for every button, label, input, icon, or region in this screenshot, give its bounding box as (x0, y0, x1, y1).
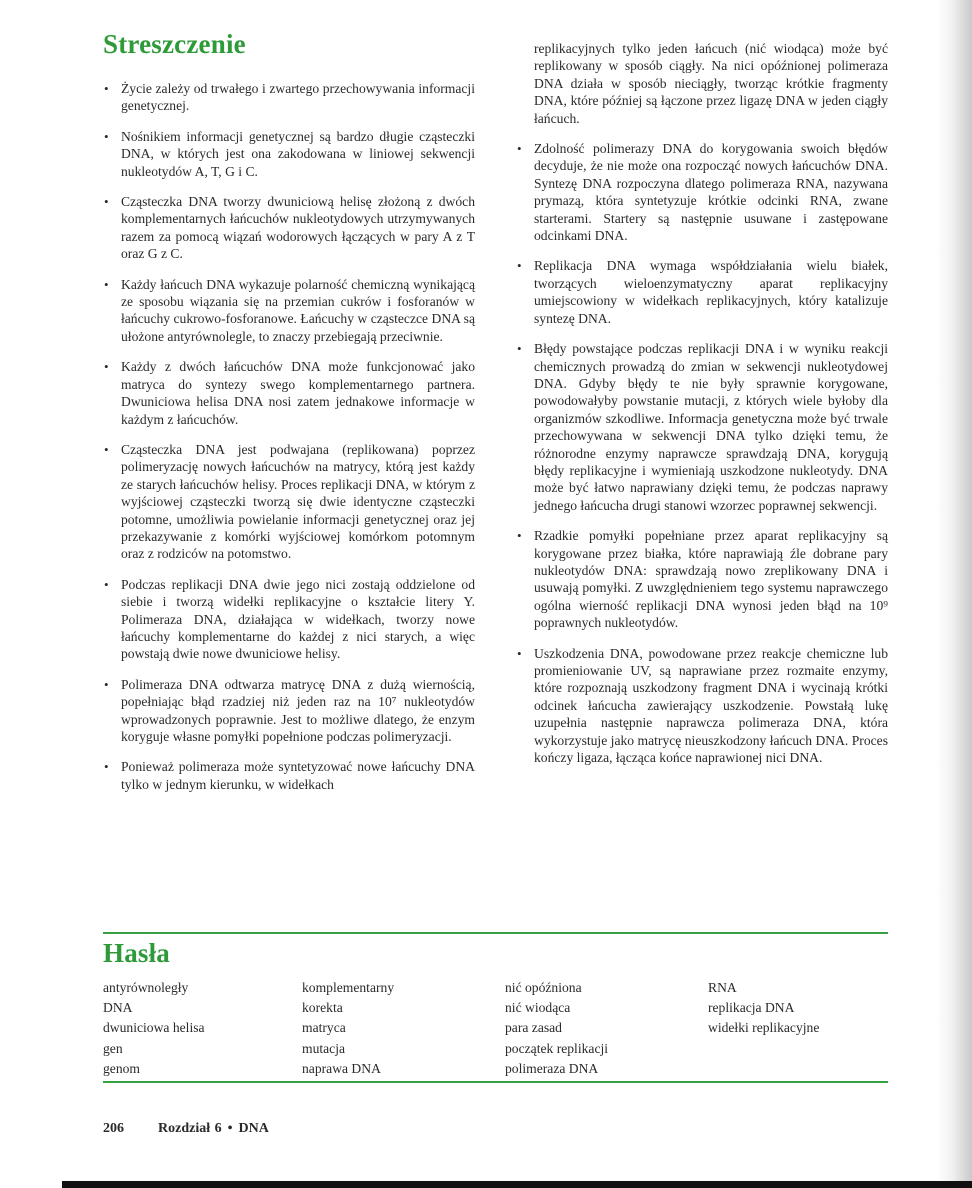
keyword: para zasad (505, 1020, 562, 1036)
keywords-column-3 (505, 978, 608, 1079)
keyword: komplementarny (302, 980, 395, 995)
summary-bullet: • Replikacja DNA wymaga współdziałania wielu białek, tworzących wieloenzymatyczny aparat replikacyjny umiejscowiony w widełkach replikacyjnych, który katalizuje syntezę DNA. (516, 257, 888, 327)
chapter-label: Rozdział 6 (158, 1121, 222, 1136)
summary-bullet: • Polimeraza DNA odtwarza matrycę DNA z dużą wiernością, popełniając błąd rzadziej niż jeden raz na 10⁷ nukleotydów wprowadzonych poprawnie. Jest to możliwe dlatego, że enzym koryguje własne pomyłki popełnione podczas polimeryzacji. (103, 676, 475, 746)
keyword: dwuniciowa helisa (103, 1020, 205, 1036)
keyword: RNA (708, 980, 737, 995)
keywords-column-2 (302, 978, 394, 1079)
section-divider-bottom (103, 1081, 888, 1083)
summary-bullet: • Rzadkie pomyłki popełniane przez aparat replikacyjny są korygowane przez białka, które naprawiają źle dobrane pary nukleotydów DNA: sprawdzają nowo zreplikowany DNA i usuwają pomyłki. Z uwzględnieniem tego systemu naprawczego ogólna wierność replikacji DNA wynosi jeden błąd na 10⁹ poprawnych nukleotydów. (516, 527, 888, 631)
scan-page-edge (936, 0, 972, 1188)
keyword: polimeraza DNA (505, 1060, 599, 1076)
summary-bullet: • Życie zależy od trwałego i zwartego przechowywania informacji genetycznej. (103, 80, 475, 115)
keyword: replikacja DNA (708, 1000, 795, 1016)
keyword: nić opóźniona (505, 980, 582, 995)
chapter-topic: DNA (238, 1121, 269, 1136)
keyword: naprawa DNA (302, 1060, 381, 1076)
summary-left-column (103, 80, 475, 806)
keywords-column-1 (103, 978, 205, 1079)
keyword: początek replikacji (505, 1040, 609, 1056)
summary-bullet: • Cząsteczka DNA tworzy dwuniciową helisę złożoną z dwóch komplementarnych łańcuchów nukleotydowych utrzymywanych razem za pomocą wiązań wodorowych łączących w pary A z T oraz G z C. (103, 193, 475, 263)
page-number: 206 (103, 1121, 124, 1136)
summary-bullet: • Uszkodzenia DNA, powodowane przez reakcje chemiczne lub promieniowanie UV, są naprawiane przez rozmaite enzymy, które rozpoznają uszkodzony fragment DNA i wycinają krótki odcinek łańcucha zawierający uszkodzenie. Powstałą lukę uzupełnia następnie naprawcza polimeraza DNA, która wykorzystuje jako matrycę nieuszkodzony łańcuch DNA. Proces kończy ligaza, łącząca końce naprawionej nici DNA. (516, 645, 888, 767)
keyword: mutacja (302, 1040, 346, 1056)
keyword: nić wiodąca (505, 1000, 571, 1016)
keywords-column-4 (708, 978, 819, 1039)
summary-bullet: • Cząsteczka DNA jest podwajana (replikowana) poprzez polimeryzację nowych łańcuchów na matrycy, którą jest każdy ze starych łańcuchów helisy. Proces replikacji DNA, w którym z wyjściowej cząsteczki tworzą się dwie identyczne cząsteczki potomne, umożliwia powielanie informacji genetycznej oraz jej przekazywanie z komórki wyjściowej komórkom potomnym oraz z rodziców na potomstwo. (103, 441, 475, 563)
summary-bullet: • Każdy łańcuch DNA wykazuje polarność chemiczną wynikającą ze sposobu wiązania się na przemian cukrów i fosforanów w łańcuchy cukrowo-fosforanowe. Łańcuchy w cząsteczce DNA są ułożone antyrównolegle, to znaczy przebiegają przeciwnie. (103, 276, 475, 346)
keyword: matryca (302, 1020, 346, 1036)
keyword: korekta (302, 1000, 343, 1016)
summary-bullet: • Nośnikiem informacji genetycznej są bardzo długie cząsteczki DNA, w których jest ona zakodowana w liniowej sekwencji nukleotydów A, T, G i C. (103, 128, 475, 180)
summary-bullet: • Podczas replikacji DNA dwie jego nici zostają oddzielone od siebie i tworzą widełki replikacyjne o kształcie litery Y. Polimeraza DNA, działająca w widełkach, tworzy nowe łańcuchy komplementarne do każdej z nici starych, a więc powstają dwie nowe dwuniciowe helisy. (103, 576, 475, 663)
summary-heading: Streszczenie (103, 29, 246, 59)
keywords-heading: Hasła (103, 938, 171, 968)
summary-bullet: • Ponieważ polimeraza może syntetyzować nowe łańcuchy DNA tylko w jednym kierunku, w widełkach (103, 758, 475, 793)
keyword: gen (103, 1040, 123, 1056)
keyword: DNA (103, 1000, 133, 1016)
keyword: widełki replikacyjne (708, 1020, 820, 1036)
summary-bullet: • Zdolność polimerazy DNA do korygowania swoich błędów decyduje, że nie może ona rozpocząć nowych łańcuchów DNA. Syntezę DNA rozpoczyna dlatego polimeraza RNA, nazywana prymazą, która syntetyzuje krótkie odcinki RNA, zwane starterami. Startery są następnie usuwane i zastępowane odcinkami DNA. (516, 140, 888, 244)
summary-bullet: • Każdy z dwóch łańcuchów DNA może funkcjonować jako matryca do syntezy swego komplementarnego partnera. Dwuniciowa helisa DNA nosi zatem jednakowe informacje w każdym z łańcuchów. (103, 358, 475, 428)
keyword: antyrównoległy (103, 980, 189, 995)
footer-separator: • (227, 1121, 233, 1136)
section-divider-top (103, 932, 888, 934)
summary-bullet: • Błędy powstające podczas replikacji DNA i w wyniku reakcji chemicznych prowadzą do zmian w sekwencji nukleotydowej DNA. Gdyby błędy te nie były sprawnie korygowane, powodowałyby powstanie mutacji, z których wiele byłoby dla organizmów szkodliwe. Informacja genetyczna może być trwale przechowywana w sekwencji DNA tylko dzięki temu, że różnorodne enzymy naprawcze sprawdzają DNA, korygują błędy replikacyjne i wymieniają uszkodzone nukleotydy. DNA może być łatwo naprawiany dzięki temu, że podczas naprawy jednego łańcucha drugi stanowi wzorzec poprawnej sekwencji. (516, 340, 888, 514)
page-footer (103, 1121, 269, 1137)
summary-right-column (516, 40, 888, 779)
summary-bullet-continuation: replikacyjnych tylko jeden łańcuch (nić wiodąca) może być replikowany w sposób ciągły. Na nici opóźnionej polimeraza DNA działa w sposób nieciągły, tworząc krótkie fragmenty DNA, które później są łączone przez ligazę DNA w jeden ciągły łańcuch. (534, 41, 888, 126)
keyword: genom (103, 1060, 140, 1076)
scan-bottom-edge (62, 1181, 972, 1188)
